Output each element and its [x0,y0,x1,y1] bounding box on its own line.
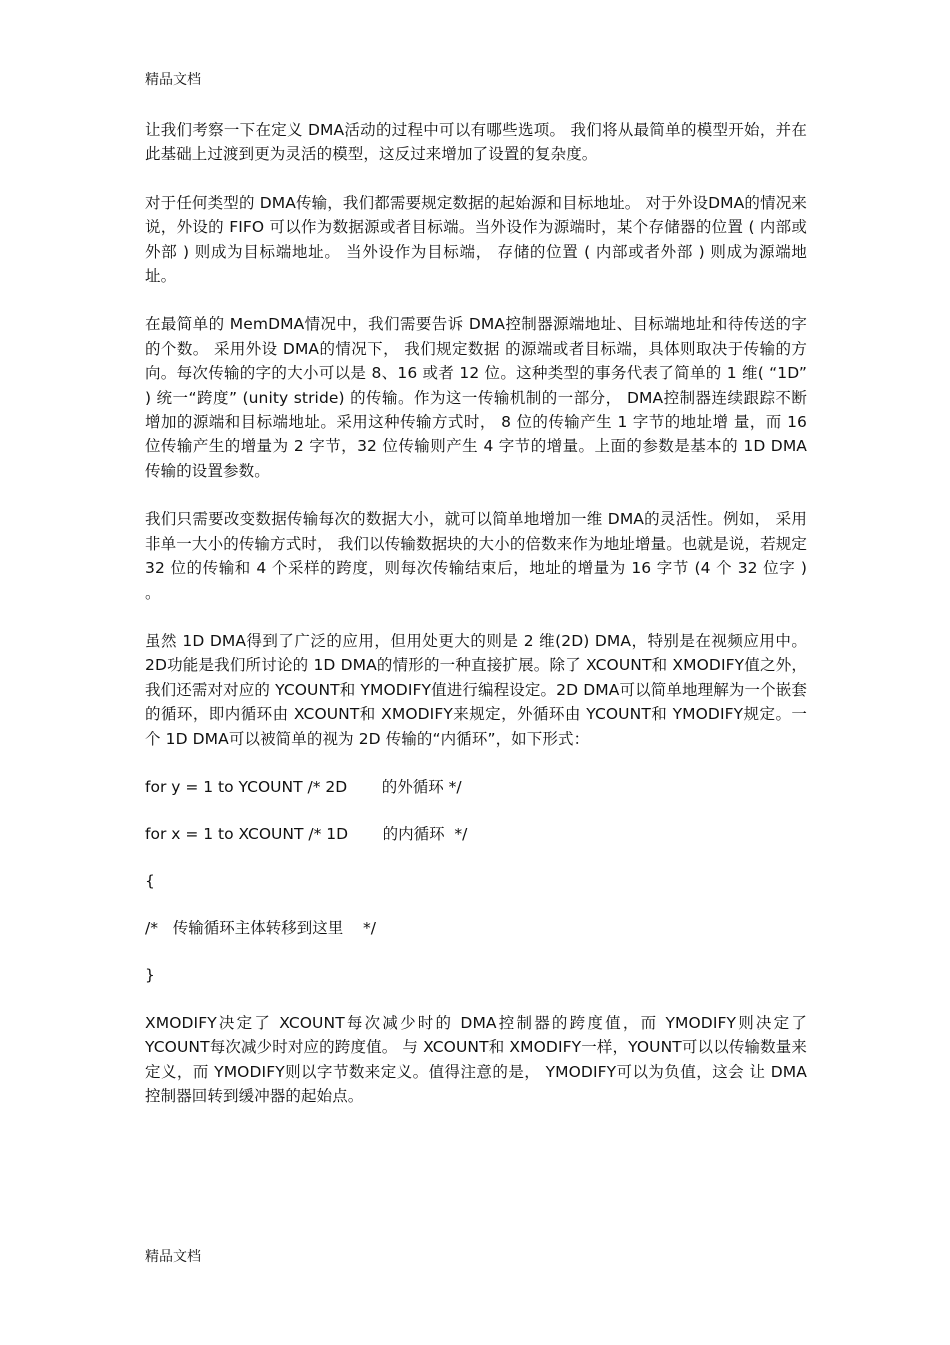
code-line-close-brace: } [145,965,155,984]
page-header-label: 精品文档 [145,72,201,88]
paragraph-memdma: 在最简单的 MemDMA情况中，我们需要告诉 DMA控制器源端地址、目标端地址和待传送的字的个数。 采用外设 DMA的情况下， 我们规定数据 的源端或者目标端，具体则取决于传输的方向。每次传输的字的大小可以是 8、16 或者 12 位。这种类型的事务代表了简单的 1 维( “1D” ) 统一“跨度” (unity stride) 的传输。作为这一传输机制的一部分， DMA控制器连续跟踪不断增加的源端和目标端地址。采用这种传输方式时， 8 位的传输产生 1 字节的地址增 量，而 16 位传输产生的增量为 2 字节，32 位传输则产生 4 字节的增量。上面的参数是基本的 1D DMA传输的设置参数。 [145,315,807,480]
paragraph-source-destination: 对于任何类型的 DMA传输，我们都需要规定数据的起始源和目标地址。 对于外设DMA的情况来说，外设的 FIFO 可以作为数据源或者目标端。当外设作为源端时，某个存储器的位置 ( 内部或外部 ) 则成为目标端地址。 当外设作为目标端， 存储的位置 ( 内部或者外部 ) 则成为源端地址。 [145,193,807,286]
code-line-inner-loop: for x = 1 to XCOUNT /* 1D 的内循环 */ [145,824,468,843]
code-line-comment: /* 传输循环主体转移到这里 */ [145,918,376,937]
document-body [145,118,807,1109]
paragraph-2d-dma: 虽然 1D DMA得到了广泛的应用，但用处更大的则是 2 维(2D) DMA，特别是在视频应用中。 2D功能是我们所讨论的 1D DMA的情形的一种直接扩展。除了 XCOUNT和 XMODIFY值之外，我们还需对对应的 YCOUNT和 YMODIFY值进行编程设定。2D DMA可以简单地理解为一个嵌套的循环，即内循环由 XCOUNT和 XMODIFY来规定，外循环由 YCOUNT和 YMODIFY规定。一个 1D DMA可以被简单的视为 2D 传输的“内循环”，如下形式： [145,631,807,748]
page-footer-label: 精品文档 [145,1249,201,1265]
paragraph-intro: 让我们考察一下在定义 DMA活动的过程中可以有哪些选项。 我们将从最简单的模型开始，并在此基础上过渡到更为灵活的模型，这反过来增加了设置的复杂度。 [145,121,807,164]
paragraph-1d-flexibility: 我们只需要改变数据传输每次的数据大小，就可以简单地增加一维 DMA的灵活性。例如， 采用非单一大小的传输方式时， 我们以传输数据块的大小的倍数来作为地址增量。也就是说，若规定 32 位的传输和 4 个采样的跨度，则每次传输结束后，地址的增量为 16 字节 (4 个 32 位字 ) 。 [145,510,807,602]
code-line-open-brace: { [145,871,155,890]
paragraph-xmodify-ymodify: XMODIFY决定了 XCOUNT每次减少时的 DMA控制器的跨度值，而 YMODIFY则决定了 YCOUNT每次减少时对应的跨度值。 与 XCOUNT和 XMODIFY一样，YOUNT可以以传输数量来定义，而 YMODIFY则以字节数来定义。值得注意的是， YMODIFY可以为负值，这会 让 DMA控制器回转到缓冲器的起始点。 [145,1013,807,1106]
code-line-outer-loop: for y = 1 to YCOUNT /* 2D 的外循环 */ [145,777,462,796]
